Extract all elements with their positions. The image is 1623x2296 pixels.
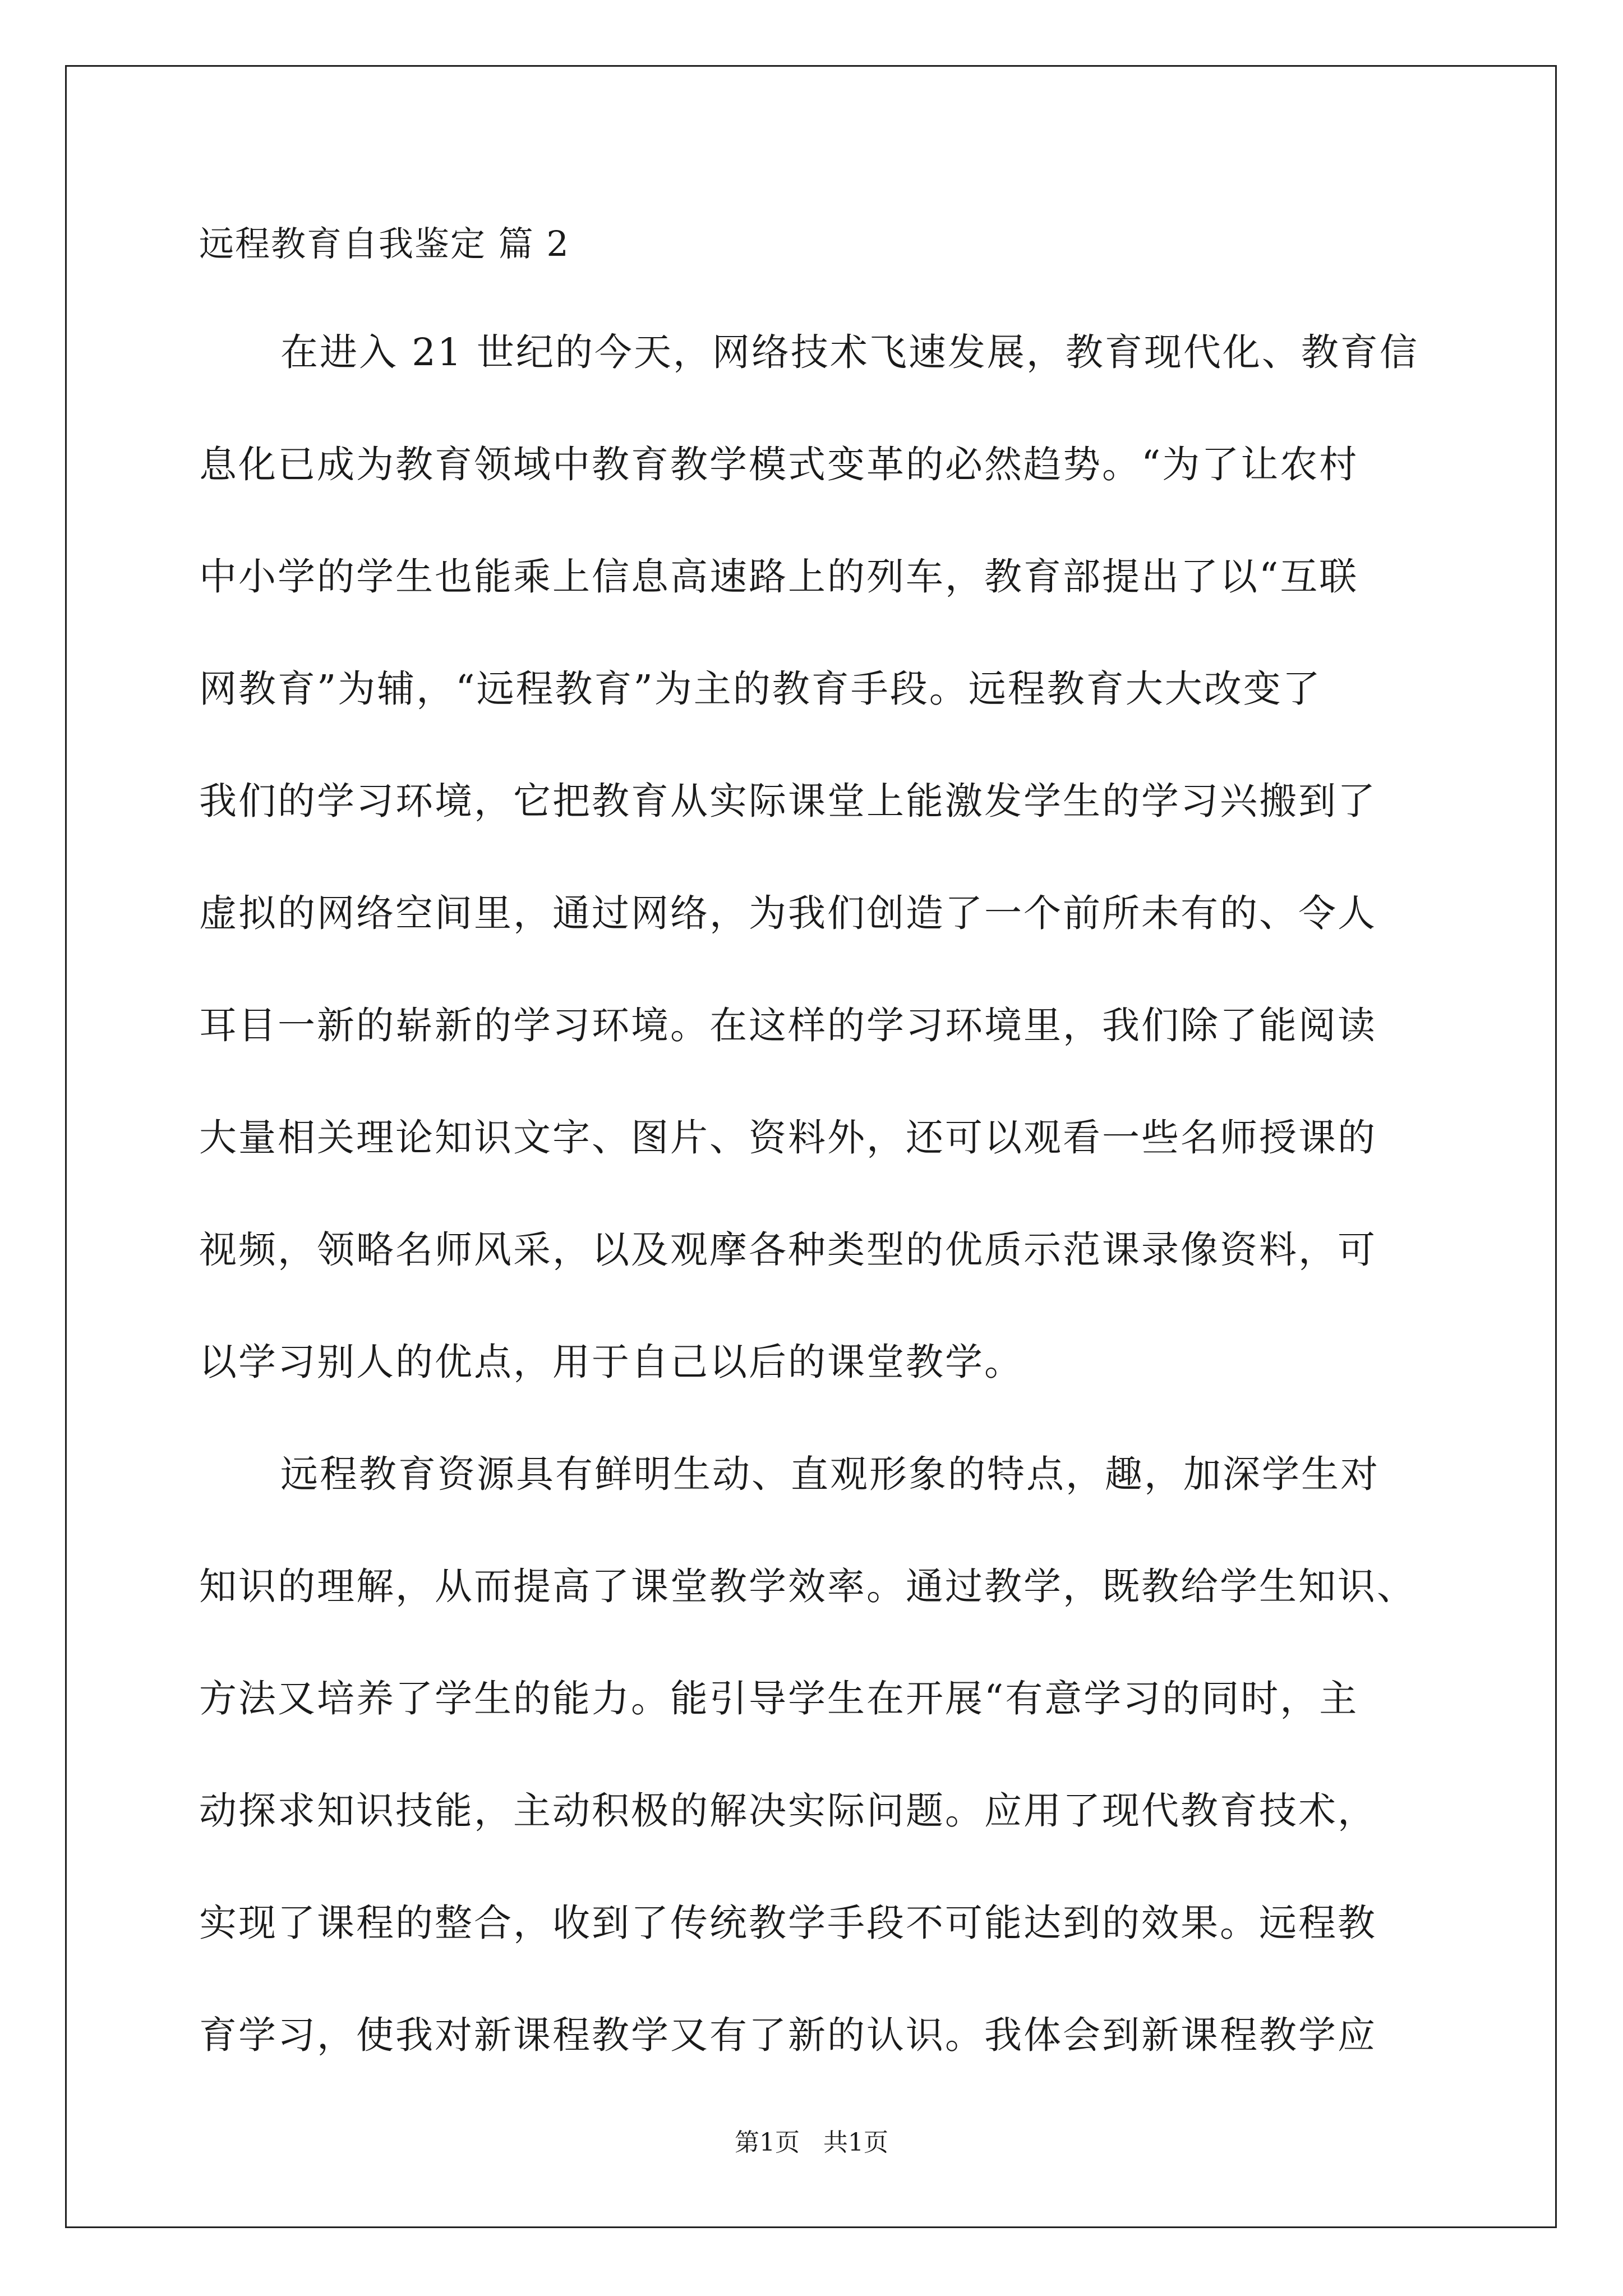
paragraph-line: 耳目一新的崭新的学习环境。在这样的学习环境里，我们除了能阅读 [199, 1004, 1377, 1047]
paragraph-line: 网教育”为辅，“远程教育”为主的教育手段。远程教育大大改变了 [199, 667, 1322, 711]
paragraph-line: 虚拟的网络空间里，通过网络，为我们创造了一个前所未有的、令人 [199, 891, 1377, 935]
paragraph-line: 实现了课程的整合，收到了传统教学手段不可能达到的效果。远程教 [199, 1901, 1377, 1945]
paragraph-line: 动探求知识技能，主动积极的解决实际问题。应用了现代教育技术， [199, 1789, 1377, 1833]
paragraph-line: 知识的理解，从而提高了课堂教学效率。通过教学，既教给学生知识、 [199, 1565, 1416, 1608]
paragraph-line: 视频，领略名师风采，以及观摩各种类型的优质示范课录像资料，可 [199, 1228, 1377, 1272]
paragraph-line: 大量相关理论知识文字、图片、资料外，还可以观看一些名师授课的 [199, 1116, 1377, 1159]
paragraph-line: 中小学的学生也能乘上信息高速路上的列车，教育部提出了以“互联 [199, 555, 1359, 599]
document-body [199, 330, 1451, 2125]
paragraph-line: 息化已成为教育领域中教育教学模式变革的必然趋势。“为了让农村 [199, 443, 1359, 486]
paragraph-line: 方法又培养了学生的能力。能引导学生在开展“有意学习的同时，主 [199, 1677, 1359, 1720]
paragraph-line: 在进入 21 世纪的今天，网络技术飞速发展，教育现代化、教育信 [280, 330, 1419, 374]
paragraph-line: 我们的学习环境，它把教育从实际课堂上能激发学生的学习兴搬到了 [199, 779, 1377, 823]
document-title: 远程教育自我鉴定 篇 2 [199, 223, 570, 264]
paragraph-line: 以学习别人的优点，用于自己以后的课堂教学。 [199, 1340, 1023, 1384]
paragraph-line: 远程教育资源具有鲜明生动、直观形象的特点，趣，加深学生对 [280, 1452, 1380, 1496]
paragraph-line: 育学习，使我对新课程教学又有了新的认识。我体会到新课程教学应 [199, 2013, 1377, 2057]
page-number-footer: 第1页 共1页 [735, 2128, 888, 2157]
